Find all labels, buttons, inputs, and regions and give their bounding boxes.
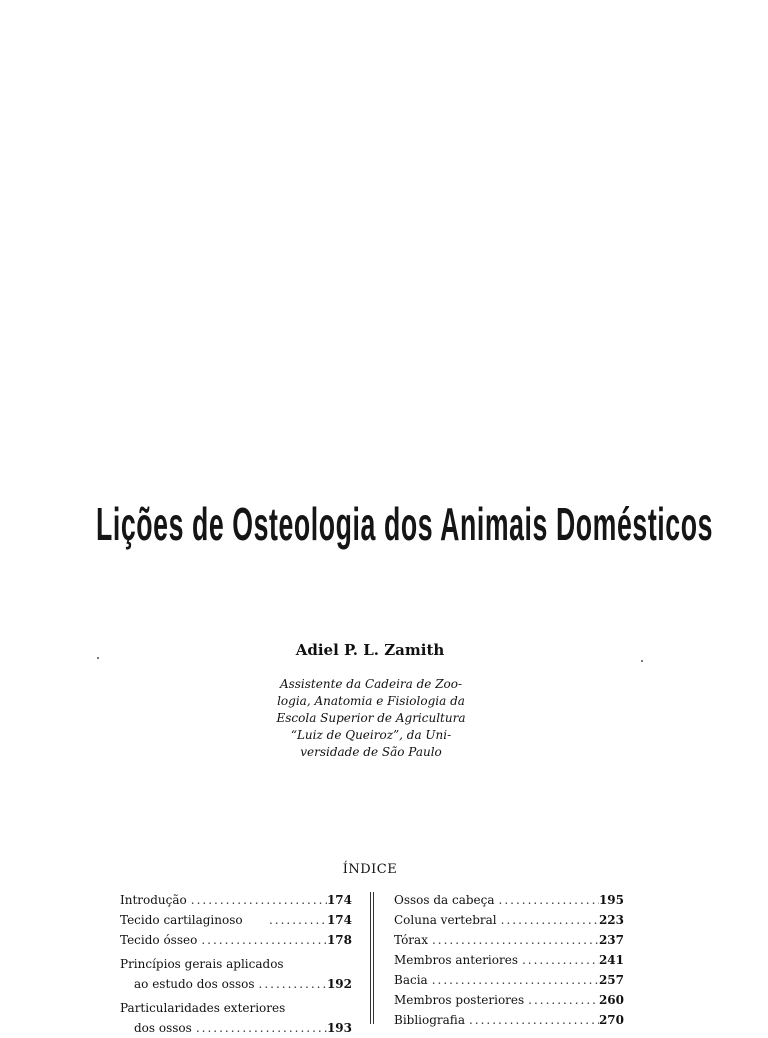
scan-speck <box>97 657 99 659</box>
index-entry-page: 241 <box>598 953 624 967</box>
index-entry <box>120 1018 352 1038</box>
index-entry <box>394 950 624 970</box>
index-entry-label: ao estudo dos ossos <box>134 977 255 991</box>
index-entry-label: Coluna vertebral <box>394 913 497 927</box>
affiliation-line: logia, Anatomia e Fisiologia da <box>277 694 465 708</box>
index-entry-label: Bibliografia <box>394 1013 465 1027</box>
index-entry-label: Tecido cartilaginoso <box>120 913 243 927</box>
index-entry-label: Tecido ósseo <box>120 933 198 947</box>
affiliation-line: “Luiz de Queiroz”, da Uni- <box>290 728 452 742</box>
dot-leader <box>192 1018 327 1038</box>
index-entry-label: Particularidades exteriores <box>120 1001 286 1015</box>
index-entry <box>394 910 624 930</box>
index-entry-page: 237 <box>598 933 624 947</box>
index-entry-page: 257 <box>598 973 624 987</box>
dot-leader <box>265 910 327 930</box>
scan-speck <box>641 660 643 662</box>
dot-leader <box>524 990 599 1010</box>
index-entry-label: Membros anteriores <box>394 953 518 967</box>
column-divider <box>370 892 374 1024</box>
dot-leader <box>428 970 599 990</box>
index-entry-label: dos ossos <box>134 1021 192 1035</box>
index-entry-page: 174 <box>326 913 352 927</box>
dot-leader <box>255 974 327 994</box>
index-entry-page: 192 <box>326 977 352 991</box>
index-entry <box>120 998 352 1018</box>
affiliation-line: Assistente da Cadeira de Zoo- <box>279 677 463 691</box>
index-column-left <box>120 890 352 1038</box>
index-entry-label: Bacia <box>394 973 428 987</box>
index-entry <box>394 890 624 910</box>
author-name: Adiel P. L. Zamith <box>295 641 445 659</box>
dot-leader <box>465 1010 599 1030</box>
index-entry <box>120 930 352 950</box>
index-entry <box>120 890 352 910</box>
paper-title: Lições de Osteologia dos Animais Domésticos <box>96 498 714 550</box>
dot-leader <box>495 890 599 910</box>
index-entry-label: Princípios gerais aplicados <box>120 957 284 971</box>
index-entry <box>394 990 624 1010</box>
index-entry <box>120 954 352 974</box>
index-entry-label: Introdução <box>120 893 187 907</box>
index-entry <box>120 910 352 930</box>
dot-leader <box>497 910 599 930</box>
index-entry-page: 223 <box>598 913 624 927</box>
index-entry <box>120 974 352 994</box>
index-column-right <box>394 890 624 1030</box>
index-entry-label: Ossos da cabeça <box>394 893 495 907</box>
index-entry-page: 195 <box>598 893 624 907</box>
affiliation-line: Escola Superior de Agricultura <box>276 711 466 725</box>
index-heading: ÍNDICE <box>342 862 398 877</box>
dot-leader <box>518 950 599 970</box>
dot-leader <box>428 930 599 950</box>
index-entry <box>394 930 624 950</box>
index-entry-page: 174 <box>326 893 352 907</box>
index-entry-page: 193 <box>326 1021 352 1035</box>
index-entry-label: Membros posteriores <box>394 993 525 1007</box>
index-entry-page: 260 <box>598 993 624 1007</box>
dot-leader <box>197 930 327 950</box>
index-entry-label: Tórax <box>394 933 428 947</box>
index-entry-page: 178 <box>326 933 352 947</box>
dot-leader <box>187 890 327 910</box>
affiliation-line: versidade de São Paulo <box>300 745 442 759</box>
index-entry-page: 270 <box>598 1013 624 1027</box>
author-affiliation <box>251 676 491 761</box>
index-entry <box>394 1010 624 1030</box>
index-entry <box>394 970 624 990</box>
